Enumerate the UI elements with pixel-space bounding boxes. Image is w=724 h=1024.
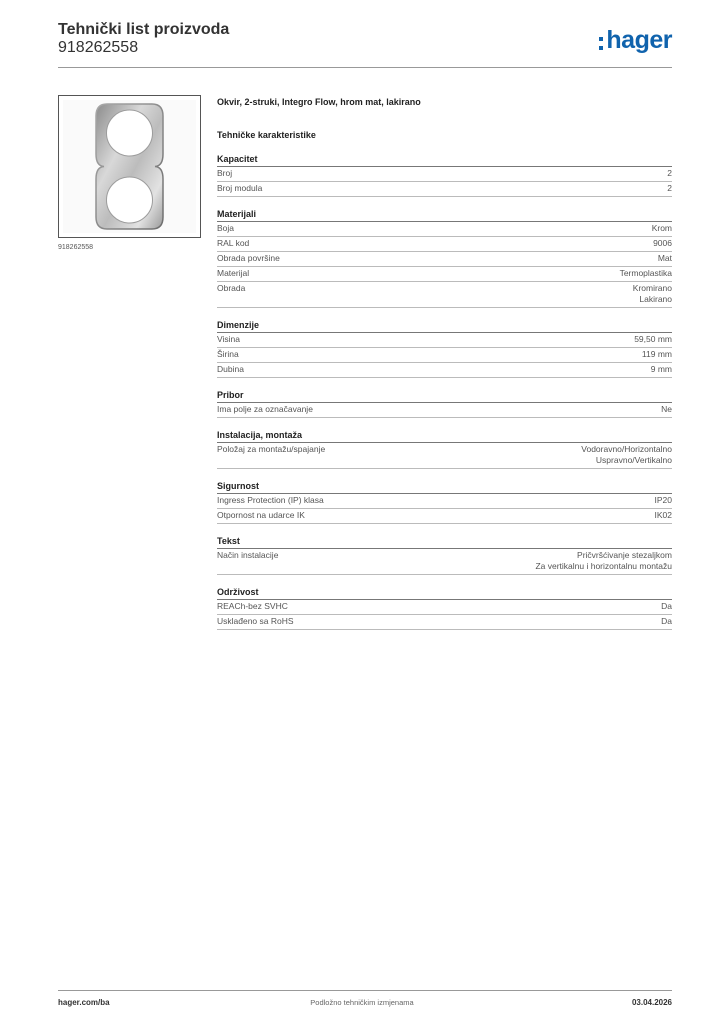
spec-row bbox=[217, 222, 672, 237]
spec-value bbox=[642, 349, 672, 360]
spec-label: Obrada površine bbox=[217, 253, 280, 263]
group-title: Pribor bbox=[217, 389, 672, 403]
section-title: Tehničke karakteristike bbox=[217, 130, 316, 140]
footer-note: Podložno tehničkim izmjenama bbox=[310, 998, 414, 1007]
group-title: Održivost bbox=[217, 586, 672, 600]
spec-label: REACh-bez SVHC bbox=[217, 601, 288, 611]
group-title: Sigurnost bbox=[217, 480, 672, 494]
spec-value bbox=[667, 168, 672, 179]
spec-row bbox=[217, 600, 672, 615]
group-title: Dimenzije bbox=[217, 319, 672, 333]
group-title: Tekst bbox=[217, 535, 672, 549]
spec-label: Broj modula bbox=[217, 183, 263, 193]
spec-row bbox=[217, 348, 672, 363]
spec-row bbox=[217, 167, 672, 182]
spec-value-line: Ne bbox=[661, 404, 672, 414]
spec-value-line: Kromirano bbox=[632, 283, 672, 293]
spec-value bbox=[634, 334, 672, 345]
footer-website: hager.com/ba bbox=[58, 998, 110, 1007]
spec-groups bbox=[217, 153, 672, 630]
spec-group bbox=[217, 429, 672, 469]
spec-row bbox=[217, 615, 672, 630]
spec-group bbox=[217, 208, 672, 308]
spec-value-line: Pričvršćivanje stezaljkom bbox=[577, 550, 672, 560]
spec-label: Način instalacije bbox=[217, 550, 279, 560]
spec-value bbox=[655, 510, 673, 521]
spec-row bbox=[217, 267, 672, 282]
spec-value-line: 9006 bbox=[653, 238, 672, 248]
group-title: Instalacija, montaža bbox=[217, 429, 672, 443]
spec-value-line: IK02 bbox=[654, 510, 672, 520]
spec-group bbox=[217, 535, 672, 575]
document-title: Tehnički list proizvoda bbox=[58, 21, 230, 38]
spec-value bbox=[658, 253, 672, 264]
group-title: Kapacitet bbox=[217, 153, 672, 167]
spec-row bbox=[217, 252, 672, 267]
spec-value-line: 9 mm bbox=[650, 364, 672, 374]
spec-row bbox=[217, 443, 672, 469]
spec-row bbox=[217, 282, 672, 308]
footer-date: 03.04.2026 bbox=[631, 998, 672, 1007]
spec-label: Usklađeno sa RoHS bbox=[217, 616, 294, 626]
spec-value-line: Lakirano bbox=[639, 294, 672, 304]
spec-label: Ingress Protection (IP) klasa bbox=[217, 495, 324, 505]
header-divider bbox=[58, 67, 672, 68]
spec-value bbox=[655, 495, 673, 506]
spec-value-line: 2 bbox=[667, 183, 672, 193]
spec-value-line: Za vertikalnu i horizontalnu montažu bbox=[535, 561, 672, 571]
product-name: Okvir, 2-struki, Integro Flow, hrom mat, lakirano bbox=[217, 97, 421, 107]
spec-label: Visina bbox=[217, 334, 240, 344]
spec-label: Ima polje za označavanje bbox=[217, 404, 313, 414]
spec-value-line: 2 bbox=[667, 168, 672, 178]
spec-value-line: IP20 bbox=[654, 495, 672, 505]
spec-label: Obrada bbox=[217, 283, 246, 293]
spec-label: Materijal bbox=[217, 268, 250, 278]
spec-group bbox=[217, 586, 672, 630]
logo-text: hager bbox=[606, 26, 672, 54]
spec-label: Boja bbox=[217, 223, 235, 233]
document-number: 918262558 bbox=[58, 39, 139, 56]
spec-value bbox=[653, 238, 672, 249]
spec-value bbox=[633, 283, 672, 305]
footer-divider bbox=[58, 990, 672, 991]
group-title: Materijali bbox=[217, 208, 672, 222]
image-caption: 918262558 bbox=[58, 244, 94, 251]
spec-value-line: Termoplastika bbox=[619, 268, 672, 278]
spec-row bbox=[217, 494, 672, 509]
spec-value-line: 119 mm bbox=[641, 349, 672, 359]
spec-row bbox=[217, 363, 672, 378]
spec-row bbox=[217, 237, 672, 252]
spec-value bbox=[651, 364, 672, 375]
spec-value bbox=[661, 616, 672, 627]
spec-value bbox=[620, 268, 672, 279]
spec-value-line: Krom bbox=[651, 223, 672, 233]
spec-value-line: Da bbox=[661, 616, 672, 626]
spec-label: Broj bbox=[217, 168, 233, 178]
product-frame-image bbox=[58, 95, 201, 238]
hager-logo bbox=[599, 27, 672, 53]
spec-group bbox=[217, 319, 672, 378]
spec-value-line: Mat bbox=[657, 253, 672, 263]
spec-group bbox=[217, 389, 672, 418]
spec-row bbox=[217, 403, 672, 418]
spec-group bbox=[217, 480, 672, 524]
spec-label: Dubina bbox=[217, 364, 244, 374]
spec-value bbox=[652, 223, 672, 234]
spec-value bbox=[535, 550, 672, 572]
spec-content bbox=[217, 95, 672, 630]
spec-label: RAL kod bbox=[217, 238, 250, 248]
spec-value-line: Da bbox=[661, 601, 672, 611]
spec-value-line: Uspravno/Vertikalno bbox=[595, 455, 672, 465]
spec-row bbox=[217, 182, 672, 197]
spec-value bbox=[667, 183, 672, 194]
spec-row bbox=[217, 509, 672, 524]
spec-label: Položaj za montažu/spajanje bbox=[217, 444, 326, 454]
spec-value-line: 59,50 mm bbox=[634, 334, 672, 344]
spec-label: Otpornost na udarce IK bbox=[217, 510, 305, 520]
spec-group bbox=[217, 153, 672, 197]
logo-dots-icon bbox=[599, 37, 603, 50]
spec-value bbox=[661, 404, 672, 415]
spec-value-line: Vodoravno/Horizontalno bbox=[581, 444, 672, 454]
spec-value bbox=[581, 444, 672, 466]
spec-value bbox=[661, 601, 672, 612]
spec-label: Širina bbox=[217, 349, 239, 359]
spec-row bbox=[217, 333, 672, 348]
spec-row bbox=[217, 549, 672, 575]
